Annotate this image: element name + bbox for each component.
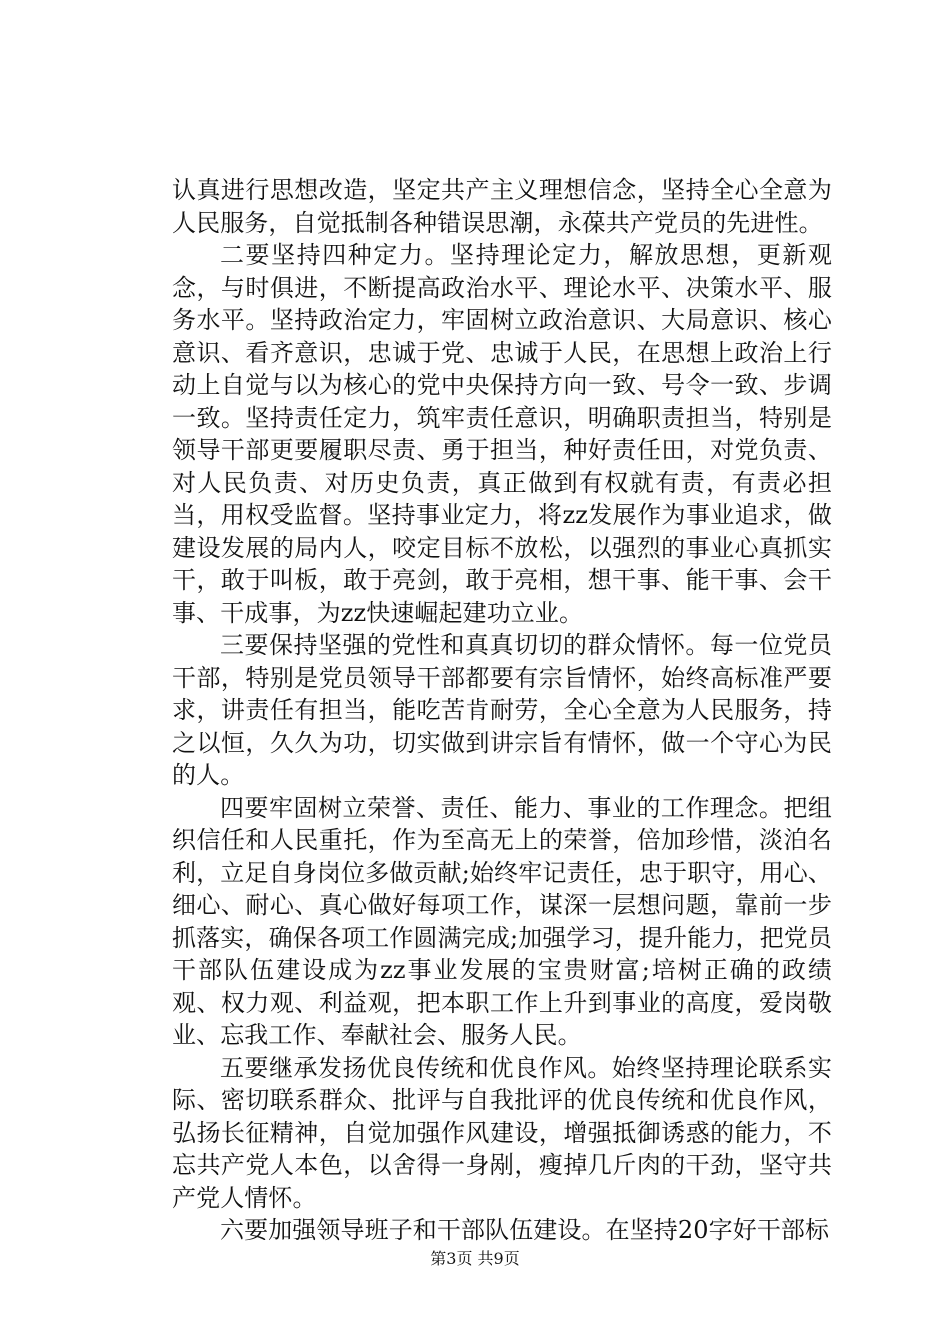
paragraph-continuation: 认真进行思想改造，坚定共产主义理想信念，坚持全心全意为人民服务，自觉抵制各种错误思潮，永葆共产党员的先进性。 (172, 176, 832, 237)
page-footer: 第3页 共9页 (430, 1249, 520, 1268)
paragraph-six: 六要加强领导班子和干部队伍建设。在坚持20字好干部标 (220, 1216, 830, 1244)
paragraph-two: 二要坚持四种定力。坚持理论定力，解放思想，更新观念，与时俱进，不断提高政治水平、理论水平、决策水平、服务水平。坚持政治定力，牢固树立政治意识、大局意识、核心意识、看齐意识，忠诚于党、忠诚于人民，在思想上政治上行动上自觉与以为核心的党中央保持方向一致、号令一致、步调一致。坚持责任定力，筑牢责任意识，明确职责担当，特别是领导干部更要履职尽责、勇于担当，种好责任田，对党负责、对人民负责、对历史负责，真正做到有权就有责，有责必担当，用权受监督。坚持事业定力，将zz发展作为事业追求，做建设发展的局内人，咬定目标不放松，以强烈的事业心真抓实干，敢于叫板，敢于亮剑，敢于亮相，想干事、能干事、会干事、干成事，为zz快速崛起建功立业。 (172, 241, 832, 627)
document-body (172, 174, 832, 1247)
paragraph-three: 三要保持坚强的党性和真真切切的群众情怀。每一位党员干部，特别是党员领导干部都要有宗旨情怀，始终高标准严要求，讲责任有担当，能吃苦肯耐劳，全心全意为人民服务，持之以恒，久久为功，切实做到讲宗旨有情怀，做一个守心为民的人。 (172, 631, 832, 789)
paragraph-five: 五要继承发扬优良传统和优良作风。始终坚持理论联系实际、密切联系群众、批评与自我批评的优良传统和优良作风，弘扬长征精神，自觉加强作风建设，增强抵御诱惑的能力，不忘共产党人本色，以舍得一身剐，瘦掉几斤肉的干劲，坚守共产党人情怀。 (172, 1053, 832, 1212)
paragraph-four: 四要牢固树立荣誉、责任、能力、事业的工作理念。把组织信任和人民重托，作为至高无上的荣誉，倍加珍惜，淡泊名利，立足自身岗位多做贡献;始终牢记责任，忠于职守，用心、细心、耐心、真心做好每项工作，谋深一层想问题，靠前一步抓落实，确保各项工作圆满完成;加强学习，提升能力，把党员干部队伍建设成为zz事业发展的宝贵财富;培树正确的政绩观、权力观、利益观，把本职工作上升到事业的高度，爱岗敬业、忘我工作、奉献社会、服务人民。 (172, 793, 832, 1049)
